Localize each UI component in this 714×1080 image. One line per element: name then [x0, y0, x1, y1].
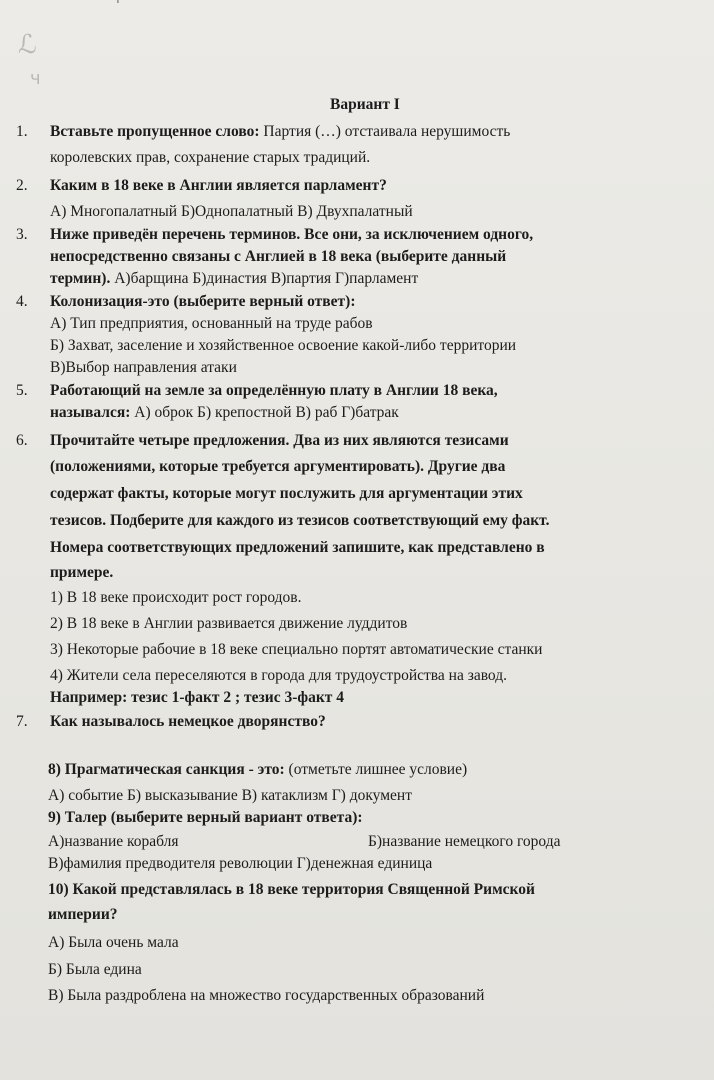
- q5-line1: Работающий на земле за определённую плату в Англии 18 века,: [50, 382, 498, 399]
- q2-question: Каким в 18 веке в Англии является парламент?: [50, 177, 387, 194]
- q7-number: 7.: [16, 713, 28, 730]
- q4-option-c: В)Выбор направления атаки: [50, 359, 237, 376]
- scan-smudge-top: ˈ: [116, 0, 120, 14]
- q7-question: Как называлось немецкое дворянство?: [50, 713, 326, 730]
- q1-line2: королевских прав, сохранение старых традиций.: [50, 149, 371, 166]
- q8-note: (отметьте лишнее условие): [284, 761, 468, 778]
- q1-number: 1.: [16, 123, 28, 140]
- q4-option-b: Б) Захват, заселение и хозяйственное освоение какой-либо территории: [50, 337, 517, 354]
- q4-question: Колонизация-это (выберите верный ответ):: [50, 293, 356, 310]
- q3-number: 3.: [16, 226, 28, 243]
- q10-line2: империи?: [48, 906, 118, 923]
- q8-question: [48, 760, 467, 780]
- q9-option-b: Б)название немецкого города: [368, 833, 561, 850]
- q1-line1: [50, 122, 510, 142]
- q6-number: 6.: [16, 432, 28, 449]
- q2-number: 2.: [16, 177, 28, 194]
- q5-line2: [50, 403, 399, 423]
- q5-options: А) оброк Б) крепостной В) раб Г)батрак: [130, 404, 399, 421]
- scan-smudge-left-2: ч: [30, 68, 41, 89]
- q10-option-b: Б) Была едина: [48, 961, 142, 978]
- q3-line1: Ниже приведён перечень терминов. Все они, за исключением одного,: [50, 226, 534, 243]
- q1-prompt: Вставьте пропущенное слово:: [50, 123, 260, 140]
- q9-option-a: А)название корабля: [48, 833, 179, 850]
- q6-line6: примере.: [50, 564, 114, 581]
- q2-options: А) Многопалатный Б)Однопалатный В) Двухпалатный: [50, 203, 413, 220]
- q6-example: Например: тезис 1-факт 2 ; тезис 3-факт 4: [50, 689, 345, 706]
- q6-line2: (положениями, которые требуется аргументировать). Другие два: [50, 458, 506, 475]
- q9-question: 9) Талер (выберите верный вариант ответа):: [48, 809, 363, 826]
- q10-option-a: А) Была очень мала: [48, 934, 179, 951]
- q4-number: 4.: [16, 293, 28, 310]
- q6-line5: Номера соответствующих предложений запишите, как представлено в: [50, 539, 545, 556]
- q6-item-4: 4) Жители села переселяются в города для трудоустройства на завод.: [50, 667, 507, 684]
- q6-item-1: 1) В 18 веке происходит рост городов.: [50, 589, 302, 606]
- q5-number: 5.: [16, 382, 28, 399]
- q8-options: А) событие Б) высказывание В) катаклизм Г) документ: [48, 787, 412, 804]
- q3-line3: [50, 269, 418, 289]
- q6-item-3: 3) Некоторые рабочие в 18 веке специально портят автоматические станки: [50, 641, 543, 658]
- q8-prompt: 8) Прагматическая санкция - это:: [48, 761, 285, 778]
- q6-line3: содержат факты, которые могут послужить для аргументации этих: [50, 485, 523, 502]
- q4-option-a: А) Тип предприятия, основанный на труде рабов: [50, 315, 373, 332]
- q3-options: А)барщина Б)династия В)партия Г)парламент: [110, 270, 419, 287]
- scan-smudge-left: ℒ: [18, 30, 37, 60]
- q5-prompt: назывался:: [50, 404, 131, 421]
- q6-line4: тезисов. Подберите для каждого из тезисов соответствующий ему факт.: [50, 512, 550, 529]
- q1-text: Партия (…) отстаивала нерушимость: [259, 123, 511, 140]
- q3-line2: непосредственно связаны с Англией в 18 века (выберите данный: [50, 248, 507, 265]
- q6-item-2: 2) В 18 веке в Англии развивается движение луддитов: [50, 615, 408, 632]
- q3-term-label: термин).: [50, 270, 111, 287]
- q9-option-cd: В)фамилия предводителя революции Г)денежная единица: [48, 855, 433, 872]
- q6-line1: Прочитайте четыре предложения. Два из них являются тезисами: [50, 432, 509, 449]
- page-title: Вариант I: [330, 96, 400, 113]
- q10-option-c: В) Была раздроблена на множество государственных образований: [48, 987, 485, 1004]
- q10-line1: 10) Какой представлялась в 18 веке территория Священной Римской: [48, 881, 535, 898]
